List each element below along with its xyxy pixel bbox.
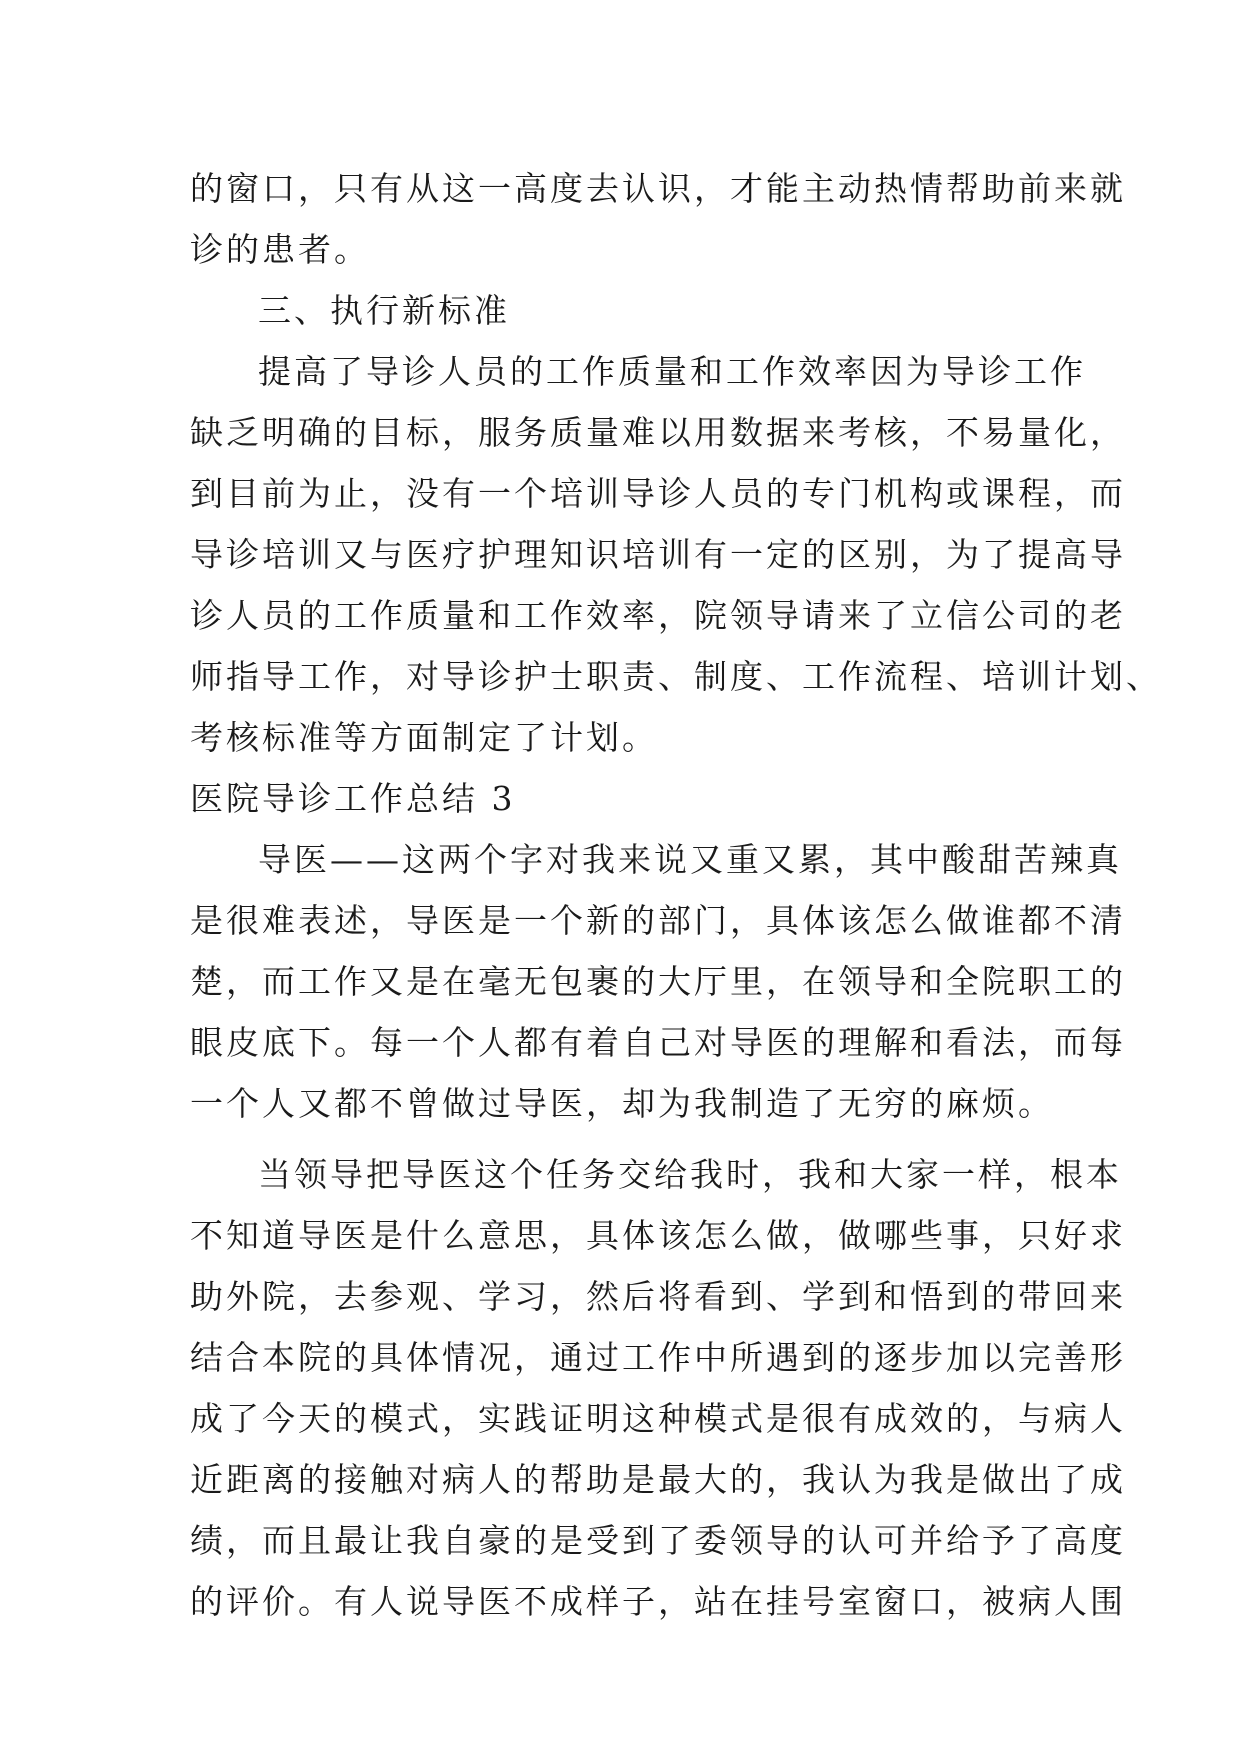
text-line: 不知道导医是什么意思，具体该怎么做，做哪些事，只好求 [190,1216,1126,1255]
text-line: 是很难表述，导医是一个新的部门，具体该怎么做谁都不清 [190,901,1126,940]
text-line: 到目前为止，没有一个培训导诊人员的专门机构或课程，而 [190,474,1126,513]
text-line: 近距离的接触对病人的帮助是最大的，我认为我是做出了成 [190,1460,1126,1499]
text-line: 绩，而且最让我自豪的是受到了委领导的认可并给予了高度 [190,1521,1126,1560]
document-subtitle: 医院导诊工作总结 3 [190,779,516,818]
text-line: 结合本院的具体情况，通过工作中所遇到的逐步加以完善形 [190,1338,1126,1377]
document-body [190,158,1162,1632]
text-line: 考核标准等方面制定了计划。 [190,718,658,757]
text-line: 一个人又都不曾做过导医，却为我制造了无穷的麻烦。 [190,1084,1054,1123]
text-line: 诊人员的工作质量和工作效率，院领导请来了立信公司的老 [190,596,1126,635]
text-line: 楚，而工作又是在毫无包裹的大厅里，在领导和全院职工的 [190,962,1126,1001]
text-line: 的窗口，只有从这一高度去认识，才能主动热情帮助前来就 [190,169,1126,208]
text-line: 缺乏明确的目标，服务质量难以用数据来考核，不易量化， [190,413,1126,452]
text-line: 助外院，去参观、学习，然后将看到、学到和悟到的带回来 [190,1277,1126,1316]
text-line: 导诊培训又与医疗护理知识培训有一定的区别，为了提高导 [190,535,1126,574]
text-line: 成了今天的模式，实践证明这种模式是很有成效的，与病人 [190,1399,1126,1438]
text-line: 提高了导诊人员的工作质量和工作效率因为导诊工作 [258,352,1086,391]
text-line: 导医——这两个字对我来说又重又累，其中酸甜苦辣真 [258,840,1122,879]
text-line: 诊的患者。 [190,230,370,269]
text-line: 的评价。有人说导医不成样子，站在挂号室窗口，被病人围 [190,1582,1126,1621]
text-line: 眼皮底下。每一个人都有着自己对导医的理解和看法，而每 [190,1023,1126,1062]
text-line: 当领导把导医这个任务交给我时，我和大家一样，根本 [258,1155,1122,1194]
text-line: 师指导工作，对导诊护士职责、制度、工作流程、培训计划、 [190,657,1162,696]
section-heading: 三、执行新标准 [258,291,510,330]
